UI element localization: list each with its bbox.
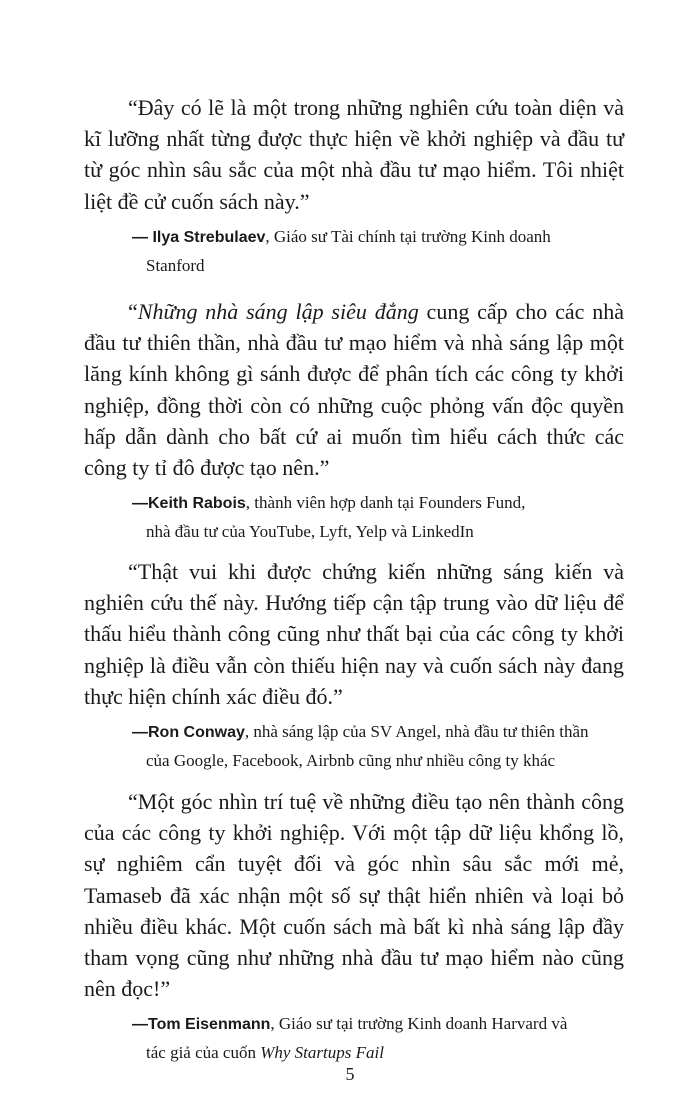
book-title: Những nhà sáng lập siêu đẳng bbox=[137, 299, 419, 324]
author-name: — Ilya Strebulaev bbox=[132, 228, 266, 246]
quote-block-2 bbox=[84, 296, 624, 546]
quote-block-1 bbox=[84, 92, 624, 280]
author-role-cont: Stanford bbox=[146, 255, 205, 275]
quote-text: “Một góc nhìn trí tuệ về những điều tạo nên thành công của các công ty khởi nghiệp. Với một tập dữ liệu khổng lồ, sự nghiêm cẩn tuyệt đối và góc nhìn sâu sắc mới mẻ, Tamaseb đã xác nhận một số sự thật hiển nhiên và loại bỏ nhiều điều khác. Một cuốn sách mà bất kì nhà sáng lập đầy tham vọng cũng như những nhà đầu tư mạo hiểm nào cũng nên đọc!” bbox=[84, 789, 624, 1002]
page-number: 5 bbox=[345, 1064, 355, 1084]
quote-text: “Thật vui khi được chứng kiến những sáng kiến và nghiên cứu thế này. Hướng tiếp cận tập trung vào dữ liệu để thấu hiểu thành công cũng như thất bại của các công ty khởi nghiệp là điều vẫn còn thiếu hiện nay và cuốn sách này đang thực hiện chính xác điều đó.” bbox=[84, 559, 624, 709]
author-role: , Giáo sư Tài chính tại trường Kinh doanh bbox=[265, 226, 551, 246]
open-quote-mark: “ bbox=[128, 299, 138, 324]
author-role: , Giáo sư tại trường Kinh doanh Harvard và bbox=[270, 1014, 568, 1034]
quote-text-rest: cung cấp cho các nhà đầu tư thiên thần, nhà đầu tư mạo hiểm và nhà sáng lập một lăng kính không gì sánh được để phân tích các công ty khởi nghiệp, đồng thời còn có những cuộc phỏng vấn độc quyền hấp dẫn dành cho bất cứ ai muốn tìm hiểu cách thức các công ty tỉ đô được tạo nên.” bbox=[84, 299, 624, 481]
author-role: , thành viên hợp danh tại Founders Fund, bbox=[245, 493, 526, 513]
author-name: —Keith Rabois bbox=[132, 495, 246, 513]
author-role-prefix: tác giả của cuốn bbox=[146, 1043, 261, 1063]
quote-attribution bbox=[132, 223, 624, 280]
quote-text bbox=[84, 296, 624, 483]
quote-attribution bbox=[132, 1010, 624, 1067]
author-name: —Tom Eisenmann bbox=[132, 1016, 271, 1034]
quote-attribution bbox=[132, 489, 624, 546]
author-role: , nhà sáng lập của SV Angel, nhà đầu tư thiên thần bbox=[244, 722, 589, 742]
author-role-cont: của Google, Facebook, Airbnb cũng như nhiều công ty khác bbox=[146, 751, 556, 771]
author-name: —Ron Conway bbox=[132, 724, 245, 742]
quote-block-3 bbox=[84, 556, 624, 775]
book-title: Why Startups Fail bbox=[260, 1043, 384, 1063]
quote-attribution bbox=[132, 718, 624, 775]
author-role-cont: nhà đầu tư của YouTube, Lyft, Yelp và LinkedIn bbox=[146, 522, 474, 542]
quote-text: “Đây có lẽ là một trong những nghiên cứu toàn diện và kĩ lưỡng nhất từng được thực hiện về khởi nghiệp và đầu tư từ góc nhìn sâu sắc của một nhà đầu tư mạo hiểm. Tôi nhiệt liệt đề cử cuốn sách này.” bbox=[84, 95, 624, 214]
quote-block-4 bbox=[84, 786, 624, 1067]
